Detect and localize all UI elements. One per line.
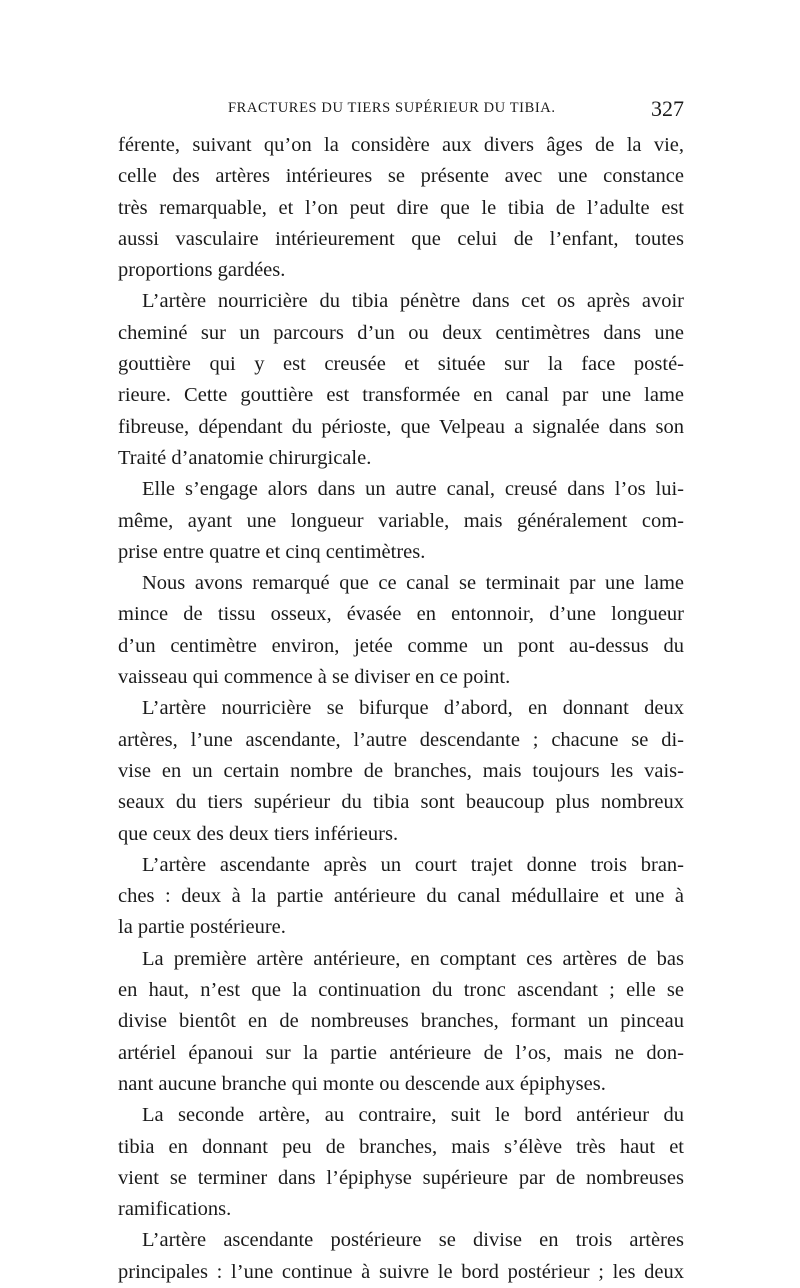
text-line: vaisseau qui commence à se diviser en ce point. xyxy=(118,666,511,689)
text-line: L’artère nourricière du tibia pénètre dans cet os après avoir xyxy=(142,290,684,313)
text-line: très remarquable, et l’on peut dire que le tibia de l’adulte est xyxy=(118,196,684,219)
text-line: vise en un certain nombre de branches, mais toujours les vais- xyxy=(118,759,684,782)
text-line: Nous avons remarqué que ce canal se terminait par une lame xyxy=(142,572,684,595)
text-line: aussi vasculaire intérieurement que celui de l’enfant, toutes xyxy=(118,227,684,250)
text-line: divise bientôt en de nombreuses branches, formant un pinceau xyxy=(118,1010,684,1033)
text-line: d’un centimètre environ, jetée comme un pont au-dessus du xyxy=(118,634,684,657)
text-line: tibia en donnant peu de branches, mais s’élève très haut et xyxy=(118,1135,684,1158)
text-line: que ceux des deux tiers inférieurs. xyxy=(118,822,399,845)
text-line: prise entre quatre et cinq centimètres. xyxy=(118,540,426,563)
text-line: Traité d’anatomie chirurgicale. xyxy=(118,446,372,469)
text-line: artériel épanoui sur la partie antérieure de l’os, mais ne don- xyxy=(118,1041,684,1064)
text-line: en haut, n’est que la continuation du tronc ascendant ; elle se xyxy=(118,979,684,1002)
text-line: rieure. Cette gouttière est transformée en canal par une lame xyxy=(118,384,684,407)
text-line: Elle s’engage alors dans un autre canal, creusé dans l’os lui- xyxy=(142,478,684,501)
text-line: vient se terminer dans l’épiphyse supérieure par de nombreuses xyxy=(118,1166,684,1189)
text-line: seaux du tiers supérieur du tibia sont beaucoup plus nombreux xyxy=(118,791,684,814)
text-line: L’artère nourricière se bifurque d’abord, en donnant deux xyxy=(142,697,684,720)
text-line: La première artère antérieure, en comptant ces artères de bas xyxy=(142,947,684,970)
text-line: férente, suivant qu’on la considère aux divers âges de la vie, xyxy=(118,134,684,156)
running-head xyxy=(118,96,684,122)
page-number: 327 xyxy=(651,96,684,121)
text-line: gouttière qui y est creusée et située sur la face posté- xyxy=(118,353,684,376)
text-line: celle des artères intérieures se présente avec une constance xyxy=(118,165,684,188)
text-line: proportions gardées. xyxy=(118,259,286,282)
text-line: cheminé sur un parcours d’un ou deux centimètres dans une xyxy=(118,321,684,344)
body-text xyxy=(118,130,684,1288)
running-title: FRACTURES DU TIERS SUPÉRIEUR DU TIBIA. xyxy=(228,100,556,116)
text-line: ches : deux à la partie antérieure du canal médullaire et une à xyxy=(118,885,684,908)
text-line: principales : l’une continue à suivre le bord postérieur ; les deux xyxy=(118,1260,684,1283)
text-line: mince de tissu osseux, évasée en entonnoir, d’une longueur xyxy=(118,603,684,626)
text-line: nant aucune branche qui monte ou descende aux épiphyses. xyxy=(118,1072,606,1095)
text-line: artères, l’une ascendante, l’autre descendante ; chacune se di- xyxy=(118,728,684,751)
text-line: fibreuse, dépendant du périoste, que Velpeau a signalée dans son xyxy=(118,415,684,438)
text-line: même, ayant une longueur variable, mais généralement com- xyxy=(118,509,684,532)
text-line: L’artère ascendante après un court trajet donne trois bran- xyxy=(142,853,684,876)
text-line: ramifications. xyxy=(118,1198,232,1221)
text-line: La seconde artère, au contraire, suit le bord antérieur du xyxy=(142,1104,684,1127)
text-line: L’artère ascendante postérieure se divise en trois artères xyxy=(142,1229,684,1252)
text-line: la partie postérieure. xyxy=(118,916,286,939)
